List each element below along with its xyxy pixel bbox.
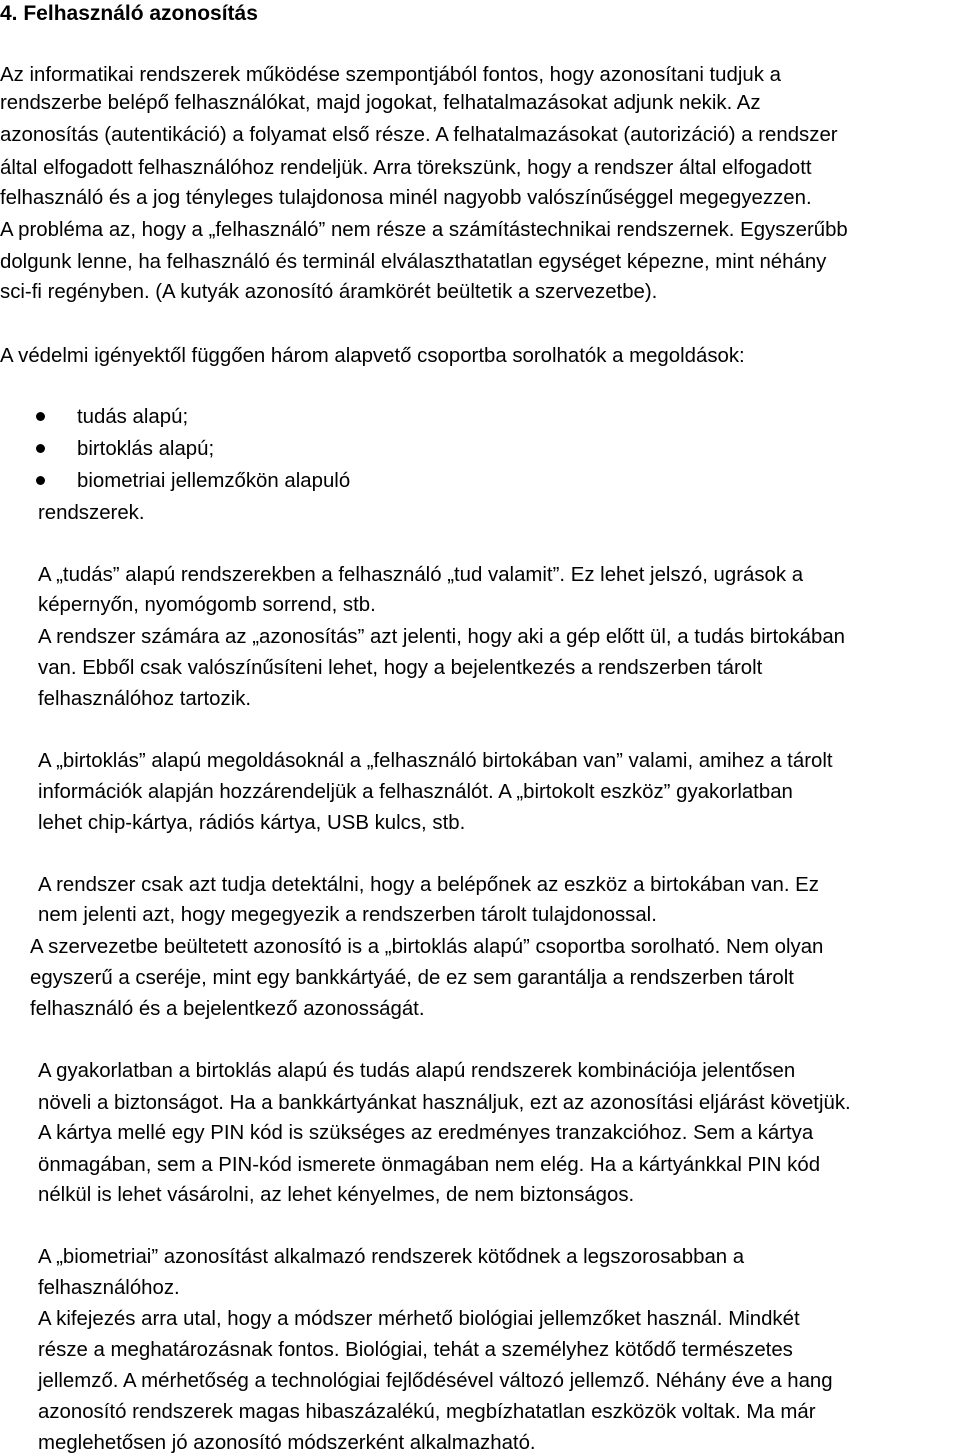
paragraph-line: képernyőn, nyomógomb sorrend, stb.	[38, 594, 376, 616]
paragraph-line: sci-fi regényben. (A kutyák azonosító áramkörét beültetik a szervezetbe).	[0, 281, 658, 303]
bullet-icon	[36, 412, 45, 421]
paragraph-line: lehet chip-kártya, rádiós kártya, USB kulcs, stb.	[38, 812, 466, 834]
bullet-icon	[36, 444, 45, 453]
paragraph-line: jellemző. A mérhetőség a technológiai fejlődésével változó jellemző. Néhány éve a hang	[38, 1370, 833, 1392]
paragraph-line: rendszerbe belépő felhasználókat, majd jogokat, felhatalmazásokat adjunk nekik. Az	[0, 92, 761, 114]
paragraph-line: A rendszer csak azt tudja detektálni, hogy a belépőnek az eszköz a birtokában van. Ez	[38, 874, 819, 896]
paragraph-line: A probléma az, hogy a „felhasználó” nem része a számítástechnikai rendszernek. Egyszerűbb	[0, 219, 848, 241]
paragraph-line: A kártya mellé egy PIN kód is szükséges az eredményes tranzakcióhoz. Sem a kártya	[38, 1122, 814, 1144]
paragraph-line: A „birtoklás” alapú megoldásoknál a „felhasználó birtokában van” valami, amihez a tárolt	[38, 750, 833, 772]
paragraph-line: dolgunk lenne, ha felhasználó és terminál elválaszthatatlan egységet képezne, mint néhány	[0, 251, 827, 273]
paragraph-line: növeli a biztonságot. Ha a bankkártyánkat használjuk, ezt az azonosítási eljárást követjük.	[38, 1092, 851, 1114]
bullet-icon	[36, 476, 45, 485]
paragraph-line: meglehetősen jó azonosító módszerként alkalmazható.	[38, 1432, 536, 1454]
paragraph-line: információk alapján hozzárendeljük a felhasználót. A „birtokolt eszköz” gyakorlatban	[38, 781, 793, 803]
section-heading: 4. Felhasználó azonosítás	[0, 2, 258, 25]
paragraph-line: felhasználó és a jog tényleges tulajdonosa minél nagyobb valószínűséggel megegyezzen.	[0, 187, 812, 209]
paragraph-line: Az informatikai rendszerek működése szempontjából fontos, hogy azonosítani tudjuk a	[0, 64, 781, 86]
paragraph-line: azonosító rendszerek magas hibaszázalékú, megbízhatatlan eszközök voltak. Ma már	[38, 1401, 816, 1423]
paragraph-line: A szervezetbe beültetett azonosító is a „birtoklás alapú” csoportba sorolható. Nem olyan	[30, 936, 824, 958]
paragraph-line: része a meghatározásnak fontos. Biológiai, tehát a személyhez kötődő természetes	[38, 1339, 793, 1361]
paragraph-line: van. Ebből csak valószínűsíteni lehet, hogy a bejelentkezés a rendszerben tárolt	[38, 657, 763, 679]
paragraph-line: nélkül is lehet vásárolni, az lehet kényelmes, de nem biztonságos.	[38, 1184, 635, 1206]
paragraph-line: felhasználóhoz tartozik.	[38, 688, 252, 710]
paragraph-line: egyszerű a cseréje, mint egy bankkártyáé, de ez sem garantálja a rendszerben tárolt	[30, 967, 794, 989]
paragraph-line: azonosítás (autentikáció) a folyamat első része. A felhatalmazásokat (autorizáció) a rendszer	[0, 124, 838, 146]
paragraph-line: nem jelenti azt, hogy megegyezik a rendszerben tárolt tulajdonossal.	[38, 904, 657, 926]
list-item: birtoklás alapú;	[77, 438, 215, 460]
paragraph-line: által elfogadott felhasználóhoz rendeljük. Arra törekszünk, hogy a rendszer által elfogadott	[0, 157, 812, 179]
paragraph-line: A gyakorlatban a birtoklás alapú és tudás alapú rendszerek kombinációja jelentősen	[38, 1060, 796, 1082]
list-item: tudás alapú;	[77, 406, 189, 428]
paragraph-line: A rendszer számára az „azonosítás” azt jelenti, hogy aki a gép előtt ül, a tudás birtokában	[38, 626, 846, 648]
paragraph-line: rendszerek.	[38, 502, 145, 524]
paragraph-line: A „biometriai” azonosítást alkalmazó rendszerek kötődnek a legszorosabban a	[38, 1246, 745, 1268]
paragraph-line: felhasználóhoz.	[38, 1277, 180, 1299]
paragraph-line: A „tudás” alapú rendszerekben a felhasználó „tud valamit”. Ez lehet jelszó, ugrások a	[38, 564, 804, 586]
list-item: biometriai jellemzőkön alapuló	[77, 470, 351, 492]
paragraph-line: A kifejezés arra utal, hogy a módszer mérhető biológiai jellemzőket használ. Mindkét	[38, 1308, 800, 1330]
paragraph-line: A védelmi igényektől függően három alapvető csoportba sorolhatók a megoldások:	[0, 345, 745, 367]
paragraph-line: felhasználó és a bejelentkező azonosságát.	[30, 998, 425, 1020]
paragraph-line: önmagában, sem a PIN-kód ismerete önmagában nem elég. Ha a kártyánkkal PIN kód	[38, 1154, 821, 1176]
